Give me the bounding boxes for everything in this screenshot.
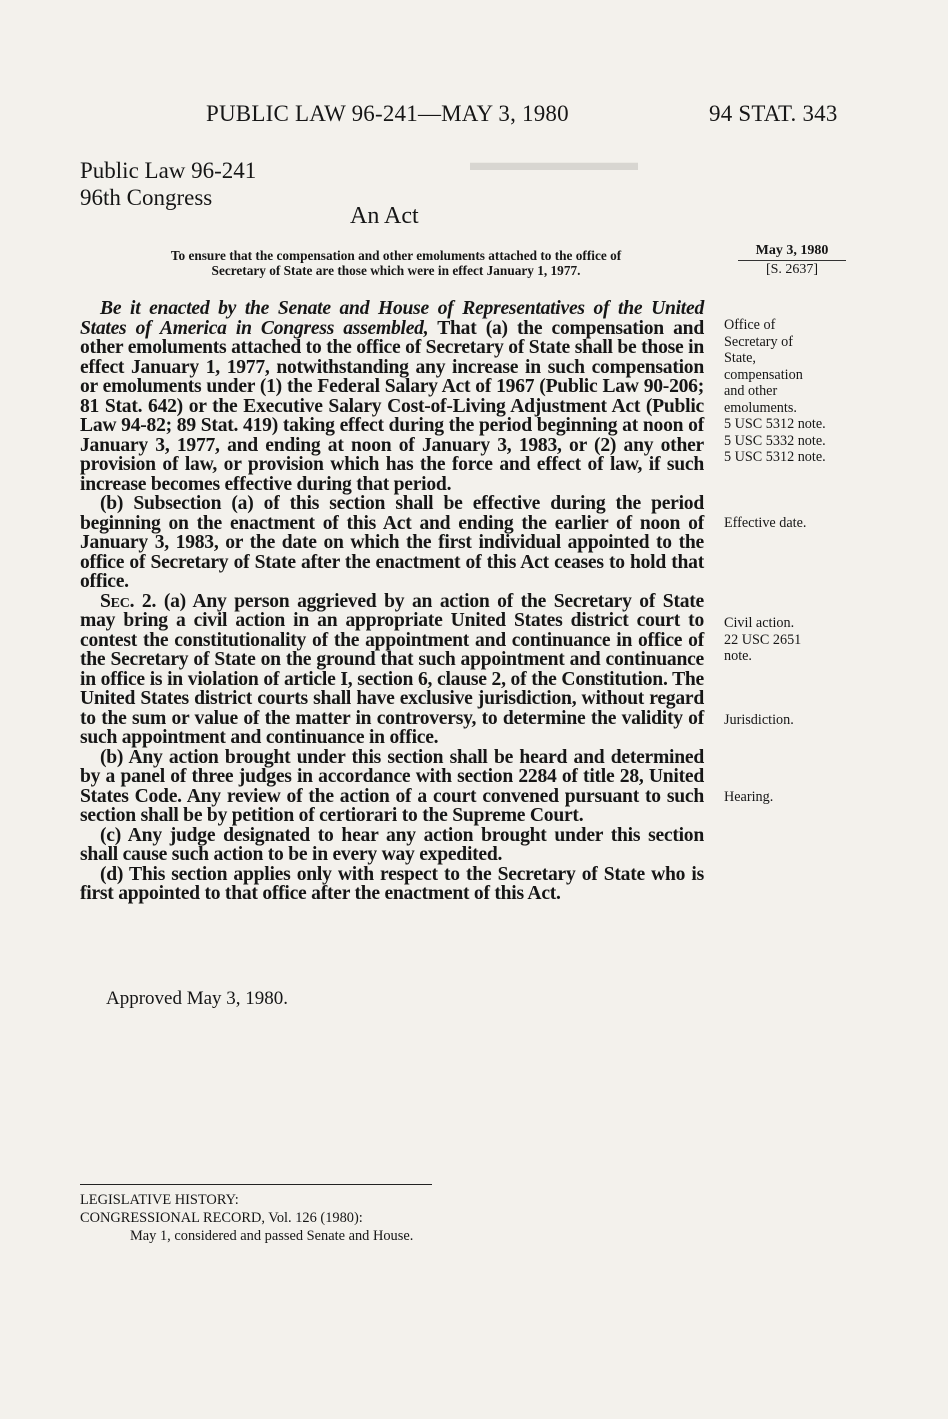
side-note-line: and other <box>724 383 778 399</box>
section-2a <box>80 592 704 748</box>
legislative-history-rule <box>80 1184 432 1185</box>
side-note-line: compensation <box>724 366 803 383</box>
side-note-line: Civil action. <box>724 615 795 631</box>
legislative-history <box>80 1191 413 1245</box>
side-note-line: State, <box>724 350 756 366</box>
side-note-line: 22 USC 2651 <box>724 631 802 648</box>
legislative-history-heading: LEGISLATIVE HISTORY: <box>80 1192 239 1208</box>
law-designation <box>80 157 256 211</box>
side-note-civil-action <box>724 615 854 665</box>
section-2-label: Sec. 2. <box>100 590 157 612</box>
approval-date: May 3, 1980 <box>738 242 846 261</box>
side-note-line: note. <box>724 648 752 664</box>
side-note-jurisdiction: Jurisdiction. <box>724 712 794 728</box>
public-law-number: Public Law 96-241 <box>80 158 257 183</box>
section-2c: (c) Any judge designated to hear any action brought under this section shall cause such action to be in every way expedited. <box>80 824 704 865</box>
congress-number: 96th Congress <box>80 185 213 210</box>
section-2d: (d) This section applies only with respect to the Secretary of State who is first appointed to that office after the enactment of this Act. <box>80 863 704 904</box>
running-header-stat-page: 94 STAT. 343 <box>709 101 838 126</box>
usc-citation: 5 USC 5312 note. <box>724 449 826 465</box>
side-note-line: emoluments. <box>724 399 797 416</box>
section-1a <box>80 299 704 494</box>
side-note-effective-date: Effective date. <box>724 515 807 531</box>
approval-line: Approved May 3, 1980. <box>106 988 289 1009</box>
side-note-hearing: Hearing. <box>724 789 774 805</box>
purpose-line-2: Secretary of State are those which were in effect January 1, 1977. <box>211 263 581 278</box>
bill-number: [S. 2637] <box>765 262 819 277</box>
purpose-line-1: To ensure that the compensation and other emoluments attached to the office of <box>170 248 622 263</box>
enacting-clause: Be it enacted by the Senate and House of Representatives of the United States of America in Congress assembled, <box>80 298 704 339</box>
bleed-through-block: ▬▬▬▬▬▬▬ <box>470 150 638 176</box>
side-note-line: Secretary of <box>724 333 793 350</box>
purpose-clause <box>78 248 714 278</box>
running-header-title: PUBLIC LAW 96-241—MAY 3, 1980 <box>206 101 569 126</box>
margin-date-block <box>738 242 846 278</box>
congressional-record: CONGRESSIONAL RECORD, Vol. 126 (1980): <box>80 1210 363 1226</box>
usc-citation: 5 USC 5332 note. <box>724 432 826 449</box>
statute-body <box>80 299 704 904</box>
legislative-action: May 1, considered and passed Senate and House. <box>130 1228 414 1244</box>
section-1b: (b) Subsection (a) of this section shall be effective during the period beginning on the enactment of this Act and ending the earlier of noon of January 3, 1983, or the date on which the first individual appointed to the office of Secretary of State after the enactment of this Act ceases to hold that office. <box>80 493 704 592</box>
section-2a-text: (a) Any person aggrieved by an action of the Secretary of State may bring a civil action in an appropriate United States district court to contest the constitutionality of the appointment and continuance in office of the Secretary of State on the ground that such appointment and continuance in office is in violation of article I, section 6, clause 2, of the Constitution. The United States district courts shall have exclusive jurisdiction, without regard to the sum or value of the matter in controversy, to determine the validity of such appointment and continuance in office. <box>80 590 704 748</box>
side-note-line: Office of <box>724 317 776 333</box>
usc-citation: 5 USC 5312 note. <box>724 416 826 432</box>
section-2b: (b) Any action brought under this section shall be heard and determined by a panel of three judges in accordance with section 2284 of title 28, United States Code. Any review of the action of a court convened pursuant to such section shall be by petition of certiorari to the Supreme Court. <box>80 746 704 826</box>
act-title: An Act <box>350 203 419 229</box>
section-1a-text: That (a) the compensation and other emoluments attached to the office of Secretary of State shall be those in effect January 1, 1977, notwithstanding any increase in such compensation or emoluments under (1) the Federal Salary Act of 1967 (Public Law 90-206; 81 Stat. 642) or the Executive Salary Cost-of-Living Adjustment Act (Public Law 94-82; 89 Stat. 419) taking effect during the period beginning at noon of January 3, 1977, and ending at noon of January 3, 1983, or (2) any other provision of law, or provision which has the force and effect of law, if such increase becomes effective during that period. <box>80 317 704 495</box>
side-note-office <box>724 317 854 466</box>
